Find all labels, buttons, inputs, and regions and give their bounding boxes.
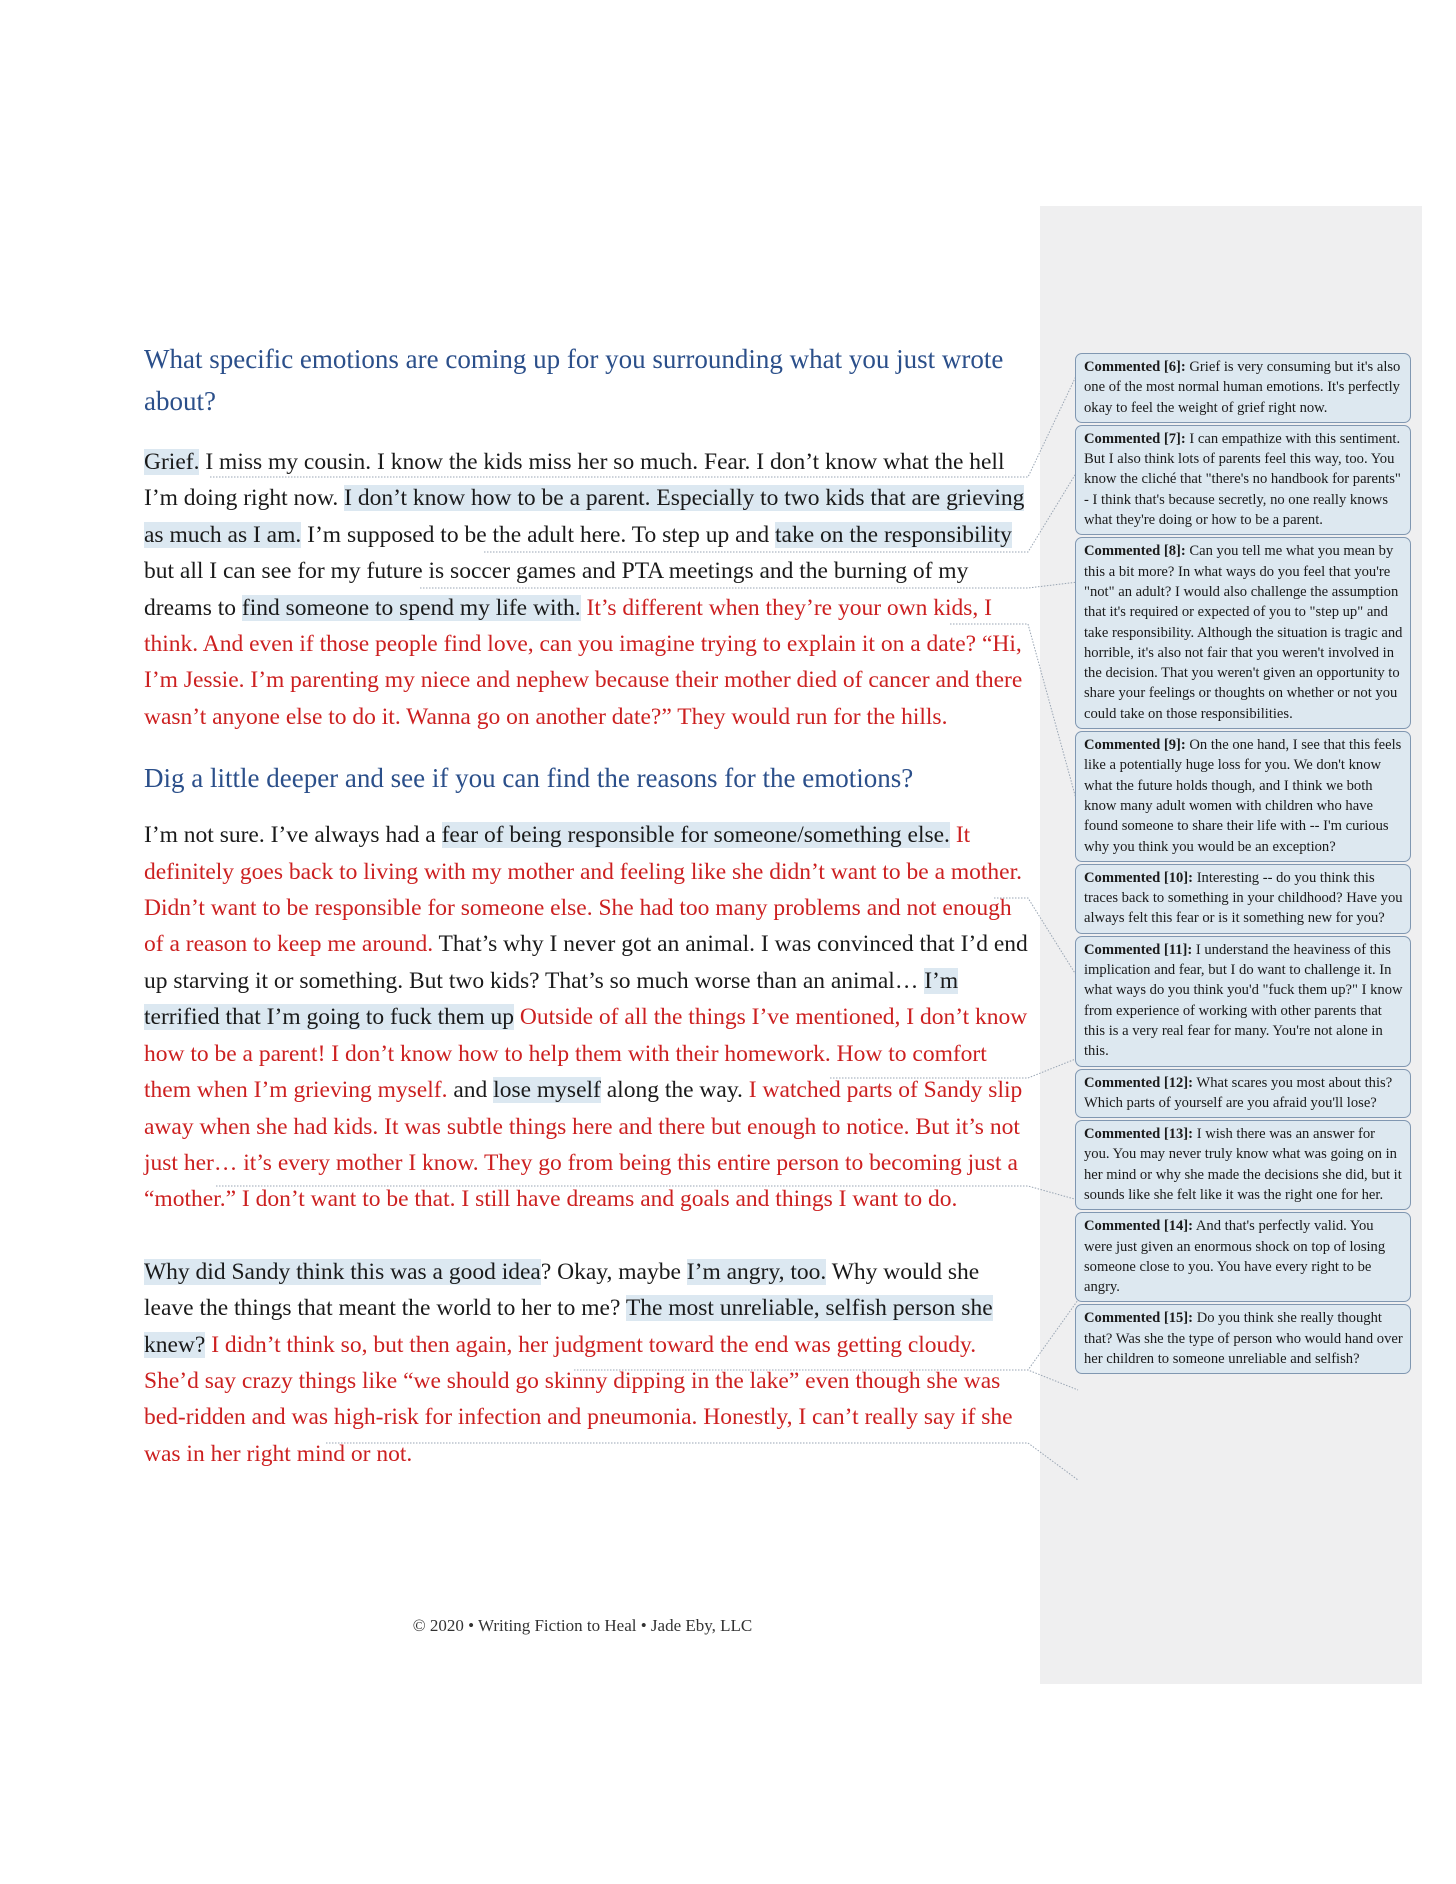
commented-text-span[interactable]: I don’t know how to be a parent. Especially to two kids that are grieving as much as I am. (144, 485, 1025, 548)
prompt-heading-1: What specific emotions are coming up for you surrounding what you just wrote about? (144, 344, 1004, 416)
document-body (144, 338, 1028, 1472)
revised-text-span: I watched parts of Sandy slip away when she had kids. It was subtle things here and there but enough to notice. But it’s not just her… it’s every mother I know. They go from being this entire person to becoming just a “mother.” I don’t want to be that. I still have dreams and goals and things I want to do. (144, 1077, 1023, 1213)
comment-label: Commented [11]: (1084, 941, 1193, 958)
comment-text: Can you tell me what you mean by this a bit more? In what ways do you feel that you're "not" an adult? I would also challenge the assumption that it's required or expected of you to "step up" and take responsibility. Although the situation is tragic and horrible, it's also not fair that you weren't involved in the decision. That you weren't given an opportunity to share your feelings or thoughts on whether or not you could take on those responsibilities. (1084, 543, 1403, 722)
comment-label: Commented [6]: (1084, 359, 1186, 375)
commented-text-span[interactable]: I’m angry, too. (686, 1258, 827, 1285)
comment-balloon[interactable] (1075, 1212, 1411, 1302)
text-span: I’m supposed to be the adult here. To step up and (301, 521, 775, 548)
response-paragraph-2 (144, 817, 1028, 1217)
revised-text-span: It definitely goes back to living with my mother and feeling like she didn’t want to be a mother. Didn’t want to be responsible for someone else. She had too many problems and not enough of a reason to keep me around. (144, 822, 1023, 958)
text-span: ? Okay, maybe (540, 1258, 687, 1285)
comment-balloon[interactable] (1075, 1304, 1411, 1374)
revised-text-span: Outside of all the things I’ve mentioned, I don’t know how to be a parent! I don’t know how to help them with their homework. How to comfort them when I’m grieving myself. (144, 1004, 1028, 1104)
commented-text-span[interactable]: Grief. (144, 449, 200, 475)
comment-label: Commented [14]: (1084, 1218, 1194, 1235)
comment-balloon[interactable] (1075, 425, 1411, 535)
revised-text-span: I didn’t think so, but then again, her judgment toward the end was getting cloudy. She’d say crazy things like “we should go skinny dipping in the lake” even though she was bed-ridden and was high-risk for infection and pneumonia. Honestly, I can’t really say if she was in her right mind or not. (144, 1331, 1013, 1467)
commented-text-span[interactable]: fear of being responsible for someone/something else. (441, 822, 950, 849)
commented-text-span[interactable]: Why did Sandy think this was a good idea (144, 1258, 541, 1285)
comment-text: Interesting -- do you think this traces back to something in your childhood? Have you always felt this fear or is it something new for you? (1084, 869, 1403, 927)
response-paragraph-1 (144, 444, 1028, 735)
text-span: I miss my cousin. I know the kids miss her so much. Fear. I don’t know what the hell I’m doing right now. (144, 449, 1005, 512)
text-span: along the way. (600, 1077, 749, 1104)
comment-balloon[interactable] (1075, 936, 1411, 1067)
text-span: I’m not sure. I’ve always had a (144, 822, 442, 849)
text-span: Why would she leave the things that meant the world to her to me? (144, 1258, 980, 1322)
comment-text: I wish there was an answer for you. You may never truly know what was going on in her mind or why she made the decisions she did, but it sounds like she felt like it was the right one for her. (1084, 1126, 1402, 1203)
comment-text: What scares you most about this? Which parts of yourself are you afraid you'll lose? (1084, 1074, 1393, 1111)
commented-text-span[interactable]: The most unreliable, selfish person she knew? (144, 1295, 993, 1358)
comment-balloon[interactable] (1075, 731, 1411, 862)
text-span: but all I can see for my future is soccer games and PTA meetings and the burning of my dreams to (144, 558, 969, 621)
comment-list (1075, 353, 1411, 1376)
comment-label: Commented [7]: (1084, 430, 1186, 447)
comment-label: Commented [10]: (1084, 869, 1194, 886)
text-span: That’s why I never got an animal. I was convinced that I’d end up starving it or something. But two kids? That’s so much worse than an animal… (144, 931, 1028, 994)
comment-text: On the one hand, I see that this feels like a potentially huge loss for you. We don't know what the future holds though, and I think we both know many adult women with children who have found someone to share their life with -- I'm curious why you think you would be an exception? (1084, 737, 1402, 855)
page-footer: © 2020 • Writing Fiction to Heal • Jade Eby, LLC (412, 1616, 753, 1635)
commented-text-span[interactable]: find someone to spend my life with. (241, 594, 581, 621)
comment-text: I can empathize with this sentiment. But I also think lots of parents feel this way, too. You know the cliché that "there's no handbook for parents" - I think that's because secretly, no one really knows what they're doing or how to be a parent. (1084, 430, 1401, 529)
commented-text-span[interactable]: I’m terrified that I’m going to fuck them up (144, 967, 959, 1031)
revised-text-span: It’s different when they’re your own kids, I think. And even if those people find love, can you imagine trying to explain it on a date? “Hi, I’m Jessie. I’m parenting my niece and nephew because their mother died of cancer and there wasn’t anyone else to do it. Wanna go on another date?” They would run for the hills. (144, 594, 1023, 730)
comment-text: I understand the heaviness of this implication and fear, but I do want to challenge it. In what ways do you think you'd "fuck them up?" I know from experience of working with other parents that this is a very real fear for many. You're not alone in this. (1084, 941, 1403, 1060)
prompt-heading-2: Dig a little deeper and see if you can find the reasons for the emotions? (144, 763, 914, 794)
comment-label: Commented [8]: (1084, 543, 1186, 560)
comment-label: Commented [9]: (1084, 737, 1186, 754)
comment-balloon[interactable] (1075, 1120, 1411, 1210)
text-span: and (447, 1077, 494, 1104)
commented-text-span[interactable]: take on the responsibility (774, 521, 1012, 548)
comment-label: Commented [15]: (1084, 1310, 1194, 1327)
comment-balloon[interactable] (1075, 537, 1411, 729)
comment-text: Grief is very consuming but it's also one of the most normal human emotions. It's perfectly okay to feel the weight of grief right now. (1084, 359, 1401, 416)
comment-text: Do you think she really thought that? Was she the type of person who would hand over her children to someone unreliable and selfish? (1084, 1310, 1403, 1368)
comment-balloon[interactable] (1075, 864, 1411, 934)
comment-text: And that's perfectly valid. You were just given an enormous shock on top of losing someone close to you. You have every right to be angry. (1084, 1218, 1386, 1296)
comment-label: Commented [12]: (1084, 1074, 1194, 1091)
comment-label: Commented [13]: (1084, 1126, 1194, 1143)
comment-balloon[interactable] (1075, 1069, 1411, 1119)
response-paragraph-3 (144, 1254, 1028, 1472)
comment-balloon[interactable] (1075, 353, 1411, 423)
commented-text-span[interactable]: lose myself (493, 1077, 601, 1104)
